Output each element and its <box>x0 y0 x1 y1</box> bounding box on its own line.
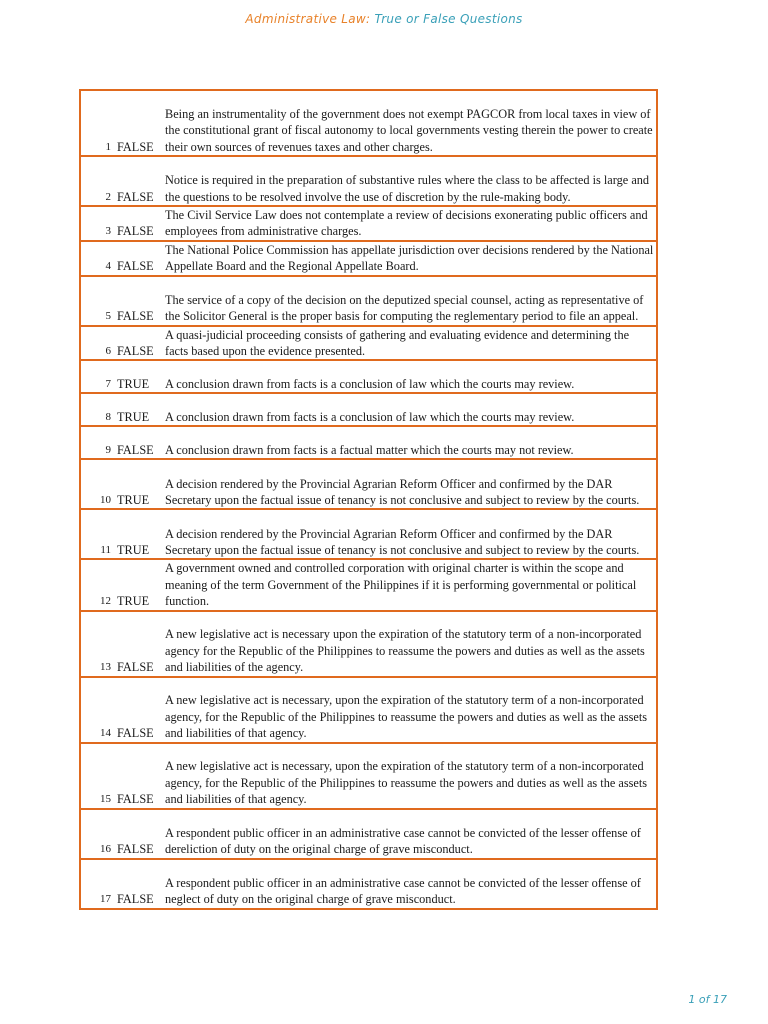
question-number: 3 <box>80 206 115 241</box>
question-row <box>80 559 657 610</box>
question-answer: FALSE <box>115 809 161 859</box>
question-statement: A respondent public officer in an administrative case cannot be convicted of the lesser offense of dereliction of duty on the original charge of grave misconduct. <box>161 809 657 859</box>
question-statement: A new legislative act is necessary, upon the expiration of the statutory term of a non-incorporated agency, for the Republic of the Philippines to reassume the powers and duties as well as the assets and liabilities of that agency. <box>161 677 657 743</box>
question-row <box>80 611 657 677</box>
header-subject: Administrative Law: <box>245 12 371 26</box>
question-number: 12 <box>80 559 115 610</box>
question-answer: FALSE <box>115 90 161 156</box>
question-answer: FALSE <box>115 426 161 459</box>
question-answer: FALSE <box>115 859 161 909</box>
question-number: 15 <box>80 743 115 809</box>
question-answer: FALSE <box>115 241 161 276</box>
question-number: 14 <box>80 677 115 743</box>
question-statement: A conclusion drawn from facts is a factual matter which the courts may not review. <box>161 426 657 459</box>
question-answer: TRUE <box>115 509 161 559</box>
question-answer: FALSE <box>115 206 161 241</box>
true-false-table <box>79 89 658 910</box>
question-statement: A new legislative act is necessary upon the expiration of the statutory term of a non-incorporated agency for the Republic of the Philippines to reassume the powers and duties as well as the assets and liabilities of the agency. <box>161 611 657 677</box>
question-answer: FALSE <box>115 743 161 809</box>
question-answer: FALSE <box>115 276 161 326</box>
question-statement: A decision rendered by the Provincial Agrarian Reform Officer and confirmed by the DAR Secretary upon the factual issue of tenancy is not conclusive and subject to review by the courts. <box>161 459 657 509</box>
question-row <box>80 90 657 156</box>
question-answer: TRUE <box>115 393 161 426</box>
question-row <box>80 276 657 326</box>
question-statement: Notice is required in the preparation of substantive rules where the class to be affected is large and the questions to be resolved involve the use of discretion by the rule-making body. <box>161 156 657 206</box>
question-answer: TRUE <box>115 459 161 509</box>
question-number: 10 <box>80 459 115 509</box>
question-answer: FALSE <box>115 677 161 743</box>
question-number: 17 <box>80 859 115 909</box>
question-number: 7 <box>80 360 115 393</box>
question-row <box>80 326 657 361</box>
question-row <box>80 509 657 559</box>
question-statement: A government owned and controlled corporation with original charter is within the scope and meaning of the term Government of the Philippines if it is performing governmental or political function. <box>161 559 657 610</box>
question-answer: FALSE <box>115 326 161 361</box>
question-row <box>80 743 657 809</box>
true-false-table-body <box>80 90 657 909</box>
question-statement: The Civil Service Law does not contemplate a review of decisions exonerating public officers and employees from administrative charges. <box>161 206 657 241</box>
question-number: 2 <box>80 156 115 206</box>
question-statement: A conclusion drawn from facts is a conclusion of law which the courts may review. <box>161 393 657 426</box>
page-number: 1 of 17 <box>688 993 727 1006</box>
question-row <box>80 677 657 743</box>
question-statement: A new legislative act is necessary, upon the expiration of the statutory term of a non-incorporated agency, for the Republic of the Philippines to reassume the powers and duties as well as the assets and liabilities of that agency. <box>161 743 657 809</box>
question-row <box>80 241 657 276</box>
question-row <box>80 859 657 909</box>
question-row <box>80 360 657 393</box>
question-number: 11 <box>80 509 115 559</box>
question-row <box>80 156 657 206</box>
question-number: 6 <box>80 326 115 361</box>
question-number: 4 <box>80 241 115 276</box>
question-row <box>80 393 657 426</box>
question-number: 13 <box>80 611 115 677</box>
page-header <box>0 12 768 26</box>
question-row <box>80 809 657 859</box>
question-number: 16 <box>80 809 115 859</box>
question-statement: A conclusion drawn from facts is a conclusion of law which the courts may review. <box>161 360 657 393</box>
question-number: 5 <box>80 276 115 326</box>
question-row <box>80 426 657 459</box>
question-statement: A decision rendered by the Provincial Agrarian Reform Officer and confirmed by the DAR Secretary upon the factual issue of tenancy is not conclusive and subject to review by the courts. <box>161 509 657 559</box>
question-statement: Being an instrumentality of the government does not exempt PAGCOR from local taxes in view of the constitutional grant of fiscal autonomy to local governments vesting therein the power to create their own sources of revenues taxes and other charges. <box>161 90 657 156</box>
header-topic: True or False Questions <box>374 12 523 26</box>
question-statement: The National Police Commission has appellate jurisdiction over decisions rendered by the National Appellate Board and the Regional Appellate Board. <box>161 241 657 276</box>
question-answer: TRUE <box>115 360 161 393</box>
question-answer: TRUE <box>115 559 161 610</box>
question-number: 9 <box>80 426 115 459</box>
question-answer: FALSE <box>115 156 161 206</box>
question-statement: The service of a copy of the decision on the deputized special counsel, acting as representative of the Solicitor General is the proper basis for computing the reglementary period to file an appeal. <box>161 276 657 326</box>
question-number: 1 <box>80 90 115 156</box>
question-statement: A quasi-judicial proceeding consists of gathering and evaluating evidence and determining the facts based upon the evidence presented. <box>161 326 657 361</box>
question-number: 8 <box>80 393 115 426</box>
question-answer: FALSE <box>115 611 161 677</box>
question-statement: A respondent public officer in an administrative case cannot be convicted of the lesser offense of neglect of duty on the original charge of grave misconduct. <box>161 859 657 909</box>
question-row <box>80 206 657 241</box>
question-row <box>80 459 657 509</box>
